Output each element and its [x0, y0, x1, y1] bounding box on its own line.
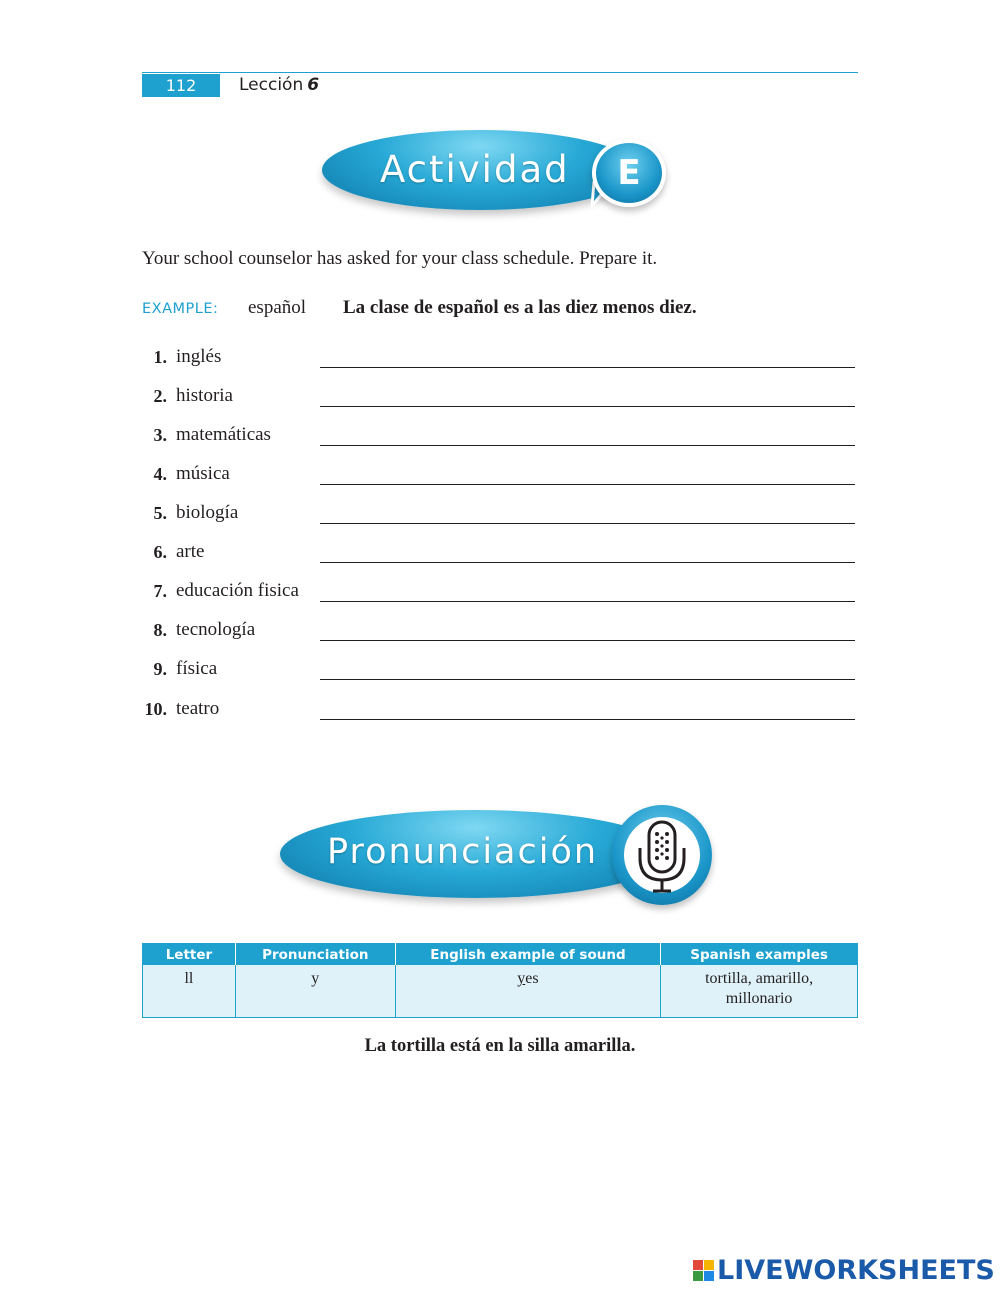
cell-letter: ll [143, 965, 236, 1018]
answer-line[interactable] [320, 484, 855, 485]
table-row [143, 965, 858, 1018]
example-sentence: La clase de español es a las diez menos diez. [343, 297, 697, 318]
item-number: 5. [153, 503, 167, 523]
activity-badge-letter: E [617, 153, 641, 193]
exercise-item [0, 383, 1000, 413]
item-number: 7. [153, 581, 167, 601]
item-word: historia [176, 385, 233, 406]
example-rest: es [525, 970, 539, 987]
underlined-letter: y [517, 970, 526, 987]
item-word: física [176, 658, 218, 679]
answer-line[interactable] [320, 406, 855, 407]
page-number: 112 [142, 74, 220, 97]
item-number: 1. [153, 347, 167, 367]
header-pronunciation: Pronunciation [235, 944, 395, 966]
header-letter: Letter [143, 944, 236, 966]
table-header-row [143, 944, 858, 966]
liveworksheets-logo[interactable] [693, 1254, 995, 1286]
item-number: 4. [153, 464, 167, 484]
cell-english-example [395, 965, 660, 1018]
logo-text: LIVEWORKSHEETS [717, 1254, 995, 1286]
cell-spanish-examples: tortilla, amarillo, millonario [661, 965, 858, 1018]
item-word: educación fisica [176, 580, 299, 601]
practice-sentence: La tortilla está en la silla amarilla. [364, 1036, 636, 1056]
exercise-item [0, 696, 1000, 726]
item-number: 8. [153, 620, 167, 640]
answer-line[interactable] [320, 367, 855, 368]
item-word: biología [176, 502, 239, 523]
item-number: 9. [153, 659, 167, 679]
item-word: música [176, 463, 230, 484]
item-word: inglés [176, 346, 222, 367]
exercise-item [0, 617, 1000, 647]
lesson-number: 6 [307, 75, 320, 95]
item-word: matemáticas [176, 424, 271, 445]
pronunciation-table [142, 943, 858, 1018]
answer-line[interactable] [320, 640, 855, 641]
lesson-label: Lección [239, 75, 304, 95]
example-label: EXAMPLE: [142, 301, 219, 317]
lesson-title [239, 73, 319, 97]
logo-squares-icon [693, 1260, 714, 1281]
item-word: arte [176, 541, 205, 562]
cell-pronunciation: y [235, 965, 395, 1018]
exercise-item [0, 578, 1000, 608]
answer-line[interactable] [320, 445, 855, 446]
item-word: teatro [176, 698, 220, 719]
item-number: 6. [153, 542, 167, 562]
item-number: 3. [153, 425, 167, 445]
exercise-item [0, 344, 1000, 374]
exercise-item [0, 656, 1000, 686]
answer-line[interactable] [320, 601, 855, 602]
item-number: 2. [153, 386, 167, 406]
microphone-icon [628, 818, 696, 896]
header-spanish-examples: Spanish examples [661, 944, 858, 966]
exercise-item [0, 422, 1000, 452]
actividad-title: Actividad [380, 148, 570, 191]
answer-line[interactable] [320, 523, 855, 524]
item-number: 10. [144, 699, 167, 719]
exercise-item [0, 500, 1000, 530]
header-english-example: English example of sound [395, 944, 660, 966]
logo-square [693, 1260, 703, 1270]
exercise-item [0, 539, 1000, 569]
answer-line[interactable] [320, 562, 855, 563]
logo-square [704, 1271, 714, 1281]
exercise-item [0, 461, 1000, 491]
pronunciacion-title: Pronunciación [327, 832, 599, 872]
example-word: español [248, 297, 307, 318]
answer-line[interactable] [320, 719, 855, 720]
item-word: tecnología [176, 619, 256, 640]
instructions: Your school counselor has asked for your class schedule. Prepare it. [142, 248, 658, 269]
logo-square [693, 1271, 703, 1281]
logo-square [704, 1260, 714, 1270]
answer-line[interactable] [320, 679, 855, 680]
